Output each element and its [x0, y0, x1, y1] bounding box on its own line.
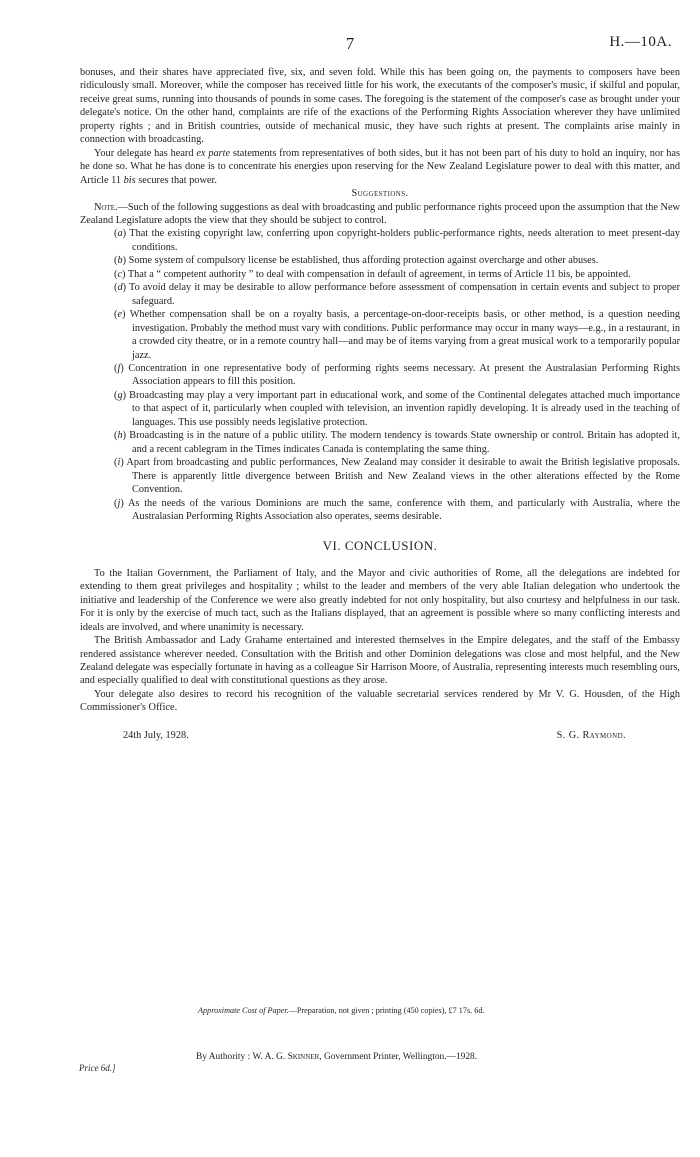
suggestion-text: As the needs of the various Dominions are much the same, conference with them, and particularly with Australia, where the Australasian Performing Rights Association also operates, seems desirable.	[127, 497, 680, 522]
suggestion-label: (h)	[114, 430, 127, 442]
suggestion-label: (f)	[114, 362, 124, 374]
suggestion-label: (b)	[114, 255, 127, 267]
delegate-paragraph: Your delegate has heard ex parte statements from representatives of both sides, but it has not been part of his duty to hold an inquiry, nor has he done so. What he has done is to concentrate his energies upon reserving for the New Zealand Legislature power to deal with this matter, and Article 11 bis secures that power.	[80, 147, 680, 186]
suggestion-text: Some system of compulsory license be established, thus affording protection against overcharge and other abuses.	[128, 255, 599, 267]
signature-name: S. G. Raymond.	[556, 729, 626, 741]
suggestion-text: Concentration in one representative body of performing rights seems necessary. At present the Australasian Performing Rights Association appears to fill this position.	[128, 362, 681, 388]
suggestion-item	[80, 429, 680, 456]
suggestion-label: (i)	[114, 457, 124, 469]
suggestion-item	[80, 456, 680, 496]
suggestion-text: Whether compensation shall be on a royalty basis, a percentage-on-door-receipts basis, or other method, is a question needing investigation. Probably the method must vary with conditions. Public performance may occur in many ways—e.g., in a restaurant, in a crowded city theatre, or in a remote country hall—and may be of items varying from a great musical work to a temporarily popular jazz.	[129, 309, 680, 361]
opening-paragraph: bonuses, and their shares have appreciated five, six, and seven fold. While this has been going on, the payments to composers have been ridiculously small. Moreover, while the composer has received little for his work, the executants of the composer's music, if skilful and popular, receive great sums, running into thousands of pounds in some cases. The foregoing is the statement of the composer's case as brought under your delegate's notice. On the other hand, complaints are rife of the exactions of the Performing Rights Association wherever they have unlimited property rights ; and in British countries, outside of mechanical music, they have such rights at present. The complaints arise mainly in connection with broadcasting.	[80, 67, 680, 146]
suggestion-label: (a)	[114, 228, 127, 240]
page-number: 7	[345, 34, 355, 53]
suggestion-item	[80, 308, 680, 362]
suggestions-heading: Suggestions.	[351, 188, 409, 200]
suggestion-text: Apart from broadcasting and public performances, New Zealand may consider it desirable to await the British legislative proposals. There is apparently little divergence between British and New Zealand views in the other alterations effected by the Rome Convention.	[126, 457, 680, 496]
conclusion-paragraph-2: The British Ambassador and Lady Grahame entertained and interested themselves in the Empire delegates, and the staff of the Embassy rendered assistance wherever needed. Consultation with the British and other Dominion delegations was close and most helpful, and the New Zealand delegate was especially fortunate in having as a colleague Sir Harrison Moore, of Australia, representing interests much resembling ours, and especially qualified to deal with constitutional questions as they arose.	[80, 635, 680, 687]
suggestion-label: (e)	[114, 309, 126, 321]
suggestion-item	[80, 254, 680, 267]
suggestion-text: Broadcasting is in the nature of a public utility. The modern tendency is towards State ownership or control. Britain has adopted it, and a recent cablegram in the Times indicates Canada is contemplating the same thing.	[129, 430, 680, 455]
suggestions-note: Note.—Such of the following suggestions as deal with broadcasting and public performance rights proceed upon the assumption that the New Zealand Legislature adopts the view that they should be subject to control.	[80, 201, 680, 226]
suggestion-item	[80, 362, 680, 389]
signature-date: 24th July, 1928.	[123, 729, 189, 741]
suggestion-label: (c)	[114, 268, 126, 280]
signature-row	[80, 729, 680, 743]
suggestion-item	[80, 497, 680, 524]
price-note: Price 6d.]	[79, 1063, 116, 1073]
suggestion-label: (d)	[114, 282, 127, 294]
suggestion-text: To avoid delay it may be desirable to allow performance before assessment of compensation in certain events and subject to proper safeguard.	[129, 282, 681, 307]
conclusion-heading: VI. CONCLUSION.	[322, 538, 438, 554]
suggestion-text: That the existing copyright law, conferring upon copyright-holders public-performance rights, needs alteration to meet present-day conditions.	[129, 228, 681, 253]
suggestion-item	[80, 268, 680, 281]
printing-authority: By Authority : W. A. G. Skinner, Government Printer, Wellington.—1928.	[196, 1052, 478, 1062]
suggestion-item	[80, 389, 680, 429]
suggestion-text: Broadcasting may play a very important part in educational work, and some of the Continental delegates attached much importance to that aspect of it, particularly when coupled with television, an invention rapidly developing. It is already used in the teaching of languages. This use possibly needs legislative protection.	[129, 389, 680, 428]
body-text	[80, 66, 680, 743]
suggestion-label: (j)	[114, 497, 124, 509]
suggestion-item	[80, 227, 680, 254]
document-reference: H.—10A.	[609, 34, 672, 50]
suggestion-item	[80, 281, 680, 308]
suggestions-list	[80, 227, 680, 523]
conclusion-paragraph-1: To the Italian Government, the Parliament of Italy, and the Mayor and civic authorities of Rome, all the delegations are indebted for extending to them great privileges and hospitality ; whilst to the leader and members of the very able Italian delegation who undertook the initiative and leadership of the Conference we were also greatly indebted for not only hospitality, but also courtesy and helpfulness in our task. For it is only by the exercise of much tact, such as the Italians displayed, that an agreement is possible where so many conflicting interests and ideals are involved, and where unanimity is necessary.	[80, 567, 680, 633]
conclusion-paragraph-3: Your delegate also desires to record his recognition of the valuable secretarial services rendered by Mr V. G. Housden, of the High Commissioner's Office.	[80, 688, 680, 714]
cost-of-paper: Approximate Cost of Paper.—Preparation, not given ; printing (450 copies), £7 17s. 6d.	[198, 1006, 485, 1015]
suggestion-text: That a “ competent authority ” to deal with compensation in default of agreement, in terms of Article 11 bis, be appointed.	[127, 268, 631, 280]
suggestion-label: (g)	[114, 389, 127, 401]
